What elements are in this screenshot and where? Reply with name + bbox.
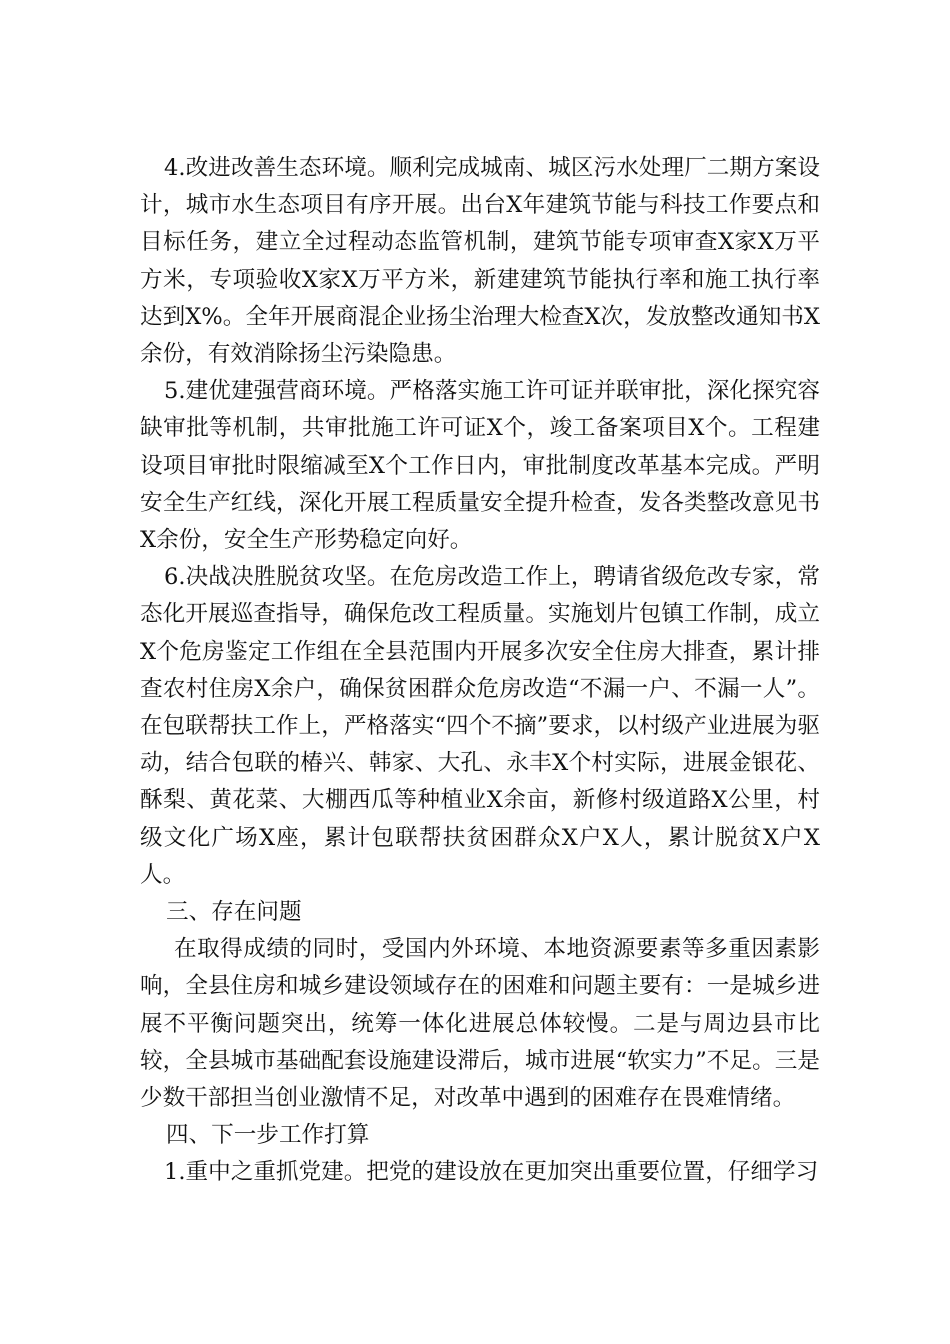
section-heading-next-steps: 四、下一步工作打算: [166, 1122, 370, 1149]
paragraph-poverty-alleviation: 6.决战决胜脱贫攻坚。在危房改造工作上，聘请省级危改专家，常态化开展巡查指导，确保危改工程质量。实施划片包镇工作制，成立X个危房鉴定工作组在全县范围内开展多次安全住房大排查，累计排查农村住房X余户，确保贫困群众危房改造“不漏一户、不漏一人”。在包联帮扶工作上，严格落实“四个不摘”要求，以村级产业进展为驱动，结合包联的椿兴、韩家、大孔、永丰X个村实际，进展金银花、酥梨、黄花菜、大棚西瓜等种植业X余亩，新修村级道路X公里，村级文化广场X座，累计包联帮扶贫困群众X户X人，累计脱贫X户X人。: [140, 564, 820, 888]
paragraph-business-environment: 5.建优建强营商环境。严格落实施工许可证并联审批，深化探究容缺审批等机制，共审批施工许可证X个，竣工备案项目X个。工程建设项目审批时限缩减至X个工作日内，审批制度改革基本完成。严明安全生产红线，深化开展工程质量安全提升检查，发各类整改意见书X余份，安全生产形势稳定向好。: [140, 378, 820, 554]
paragraph-problems: 在取得成绩的同时，受国内外环境、本地资源要素等多重因素影响，全县住房和城乡建设领域存在的困难和问题主要有：一是城乡进展不平衡问题突出，统筹一体化进展总体较慢。二是与周边县市比较，全县城市基础配套设施建设滞后，城市进展“软实力”不足。三是少数干部担当创业激情不足，对改革中遇到的困难存在畏难情绪。: [140, 936, 820, 1112]
paragraph-party-building: 1.重中之重抓党建。把党的建设放在更加突出重要位置，仔细学习: [164, 1159, 819, 1186]
paragraph-ecology: 4.改进改善生态环境。顺利完成城南、城区污水处理厂二期方案设计，城市水生态项目有序开展。出台X年建筑节能与科技工作要点和目标任务，建立全过程动态监管机制，建筑节能专项审查X家X万平方米，专项验收X家X万平方米，新建建筑节能执行率和施工执行率达到X%。全年开展商混企业扬尘治理大检查X次，发放整改通知书X余份，有效消除扬尘污染隐患。: [140, 155, 820, 368]
section-heading-problems: 三、存在问题: [166, 899, 302, 926]
document-body: [140, 150, 820, 1192]
